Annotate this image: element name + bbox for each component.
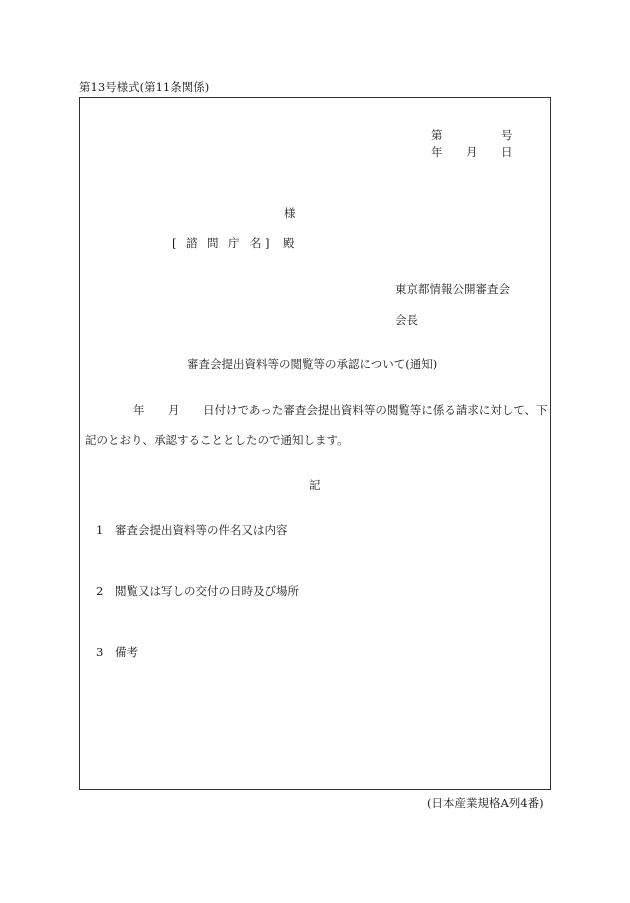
footer-note: (日本産業規格A列4番)	[427, 796, 544, 810]
number-prefix: 第	[431, 128, 443, 142]
body-month: 月	[168, 403, 180, 417]
addressee-char-2: 問	[207, 236, 219, 250]
date-year: 年	[431, 145, 443, 159]
body-line-1: 日付けであった審査会提出資料等の閲覧等に係る請求に対して、下	[203, 403, 548, 417]
body-line-2: 記のとおり、承認することとしたので通知します。	[85, 433, 349, 447]
date-day: 日	[501, 145, 513, 159]
item-2-number: 2	[96, 584, 104, 598]
addressee-sama: 様	[284, 206, 296, 220]
subject-title: 審査会提出資料等の閲覧等の承認について(通知)	[187, 357, 438, 371]
item-1-number: 1	[96, 523, 104, 537]
number-suffix: 号	[501, 128, 513, 142]
addressee-char-3: 庁	[228, 236, 240, 250]
item-3-text: 備考	[115, 645, 138, 659]
ki-heading: 記	[309, 478, 321, 492]
item-2-text: 閲覧又は写しの交付の日時及び場所	[115, 584, 299, 598]
addressee-bracket-close: ]	[265, 236, 270, 250]
sender-title: 会長	[395, 313, 418, 327]
addressee-bracket-open: [	[172, 236, 177, 250]
form-label: 第13号様式(第11条関係)	[79, 80, 210, 94]
addressee-char-4: 名	[250, 236, 262, 250]
item-1-text: 審査会提出資料等の件名又は内容	[115, 523, 288, 537]
sender-org: 東京都情報公開審査会	[395, 282, 510, 296]
date-month: 月	[466, 145, 478, 159]
addressee-dono: 殿	[283, 236, 295, 250]
item-3-number: 3	[96, 645, 104, 659]
addressee-char-1: 諮	[186, 236, 198, 250]
body-year: 年	[133, 403, 145, 417]
